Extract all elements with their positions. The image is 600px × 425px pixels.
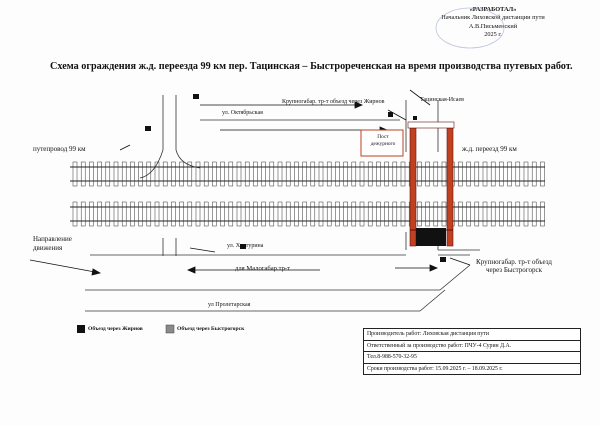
sleeper bbox=[311, 202, 315, 226]
sleeper bbox=[426, 162, 430, 186]
sleeper bbox=[458, 202, 462, 226]
sleeper bbox=[467, 162, 471, 186]
sleeper bbox=[73, 162, 77, 186]
sleeper bbox=[368, 202, 372, 226]
sleeper bbox=[89, 202, 93, 226]
sleeper bbox=[253, 162, 257, 186]
sleeper bbox=[196, 162, 200, 186]
label-overpass: путепровод 99 км bbox=[33, 145, 86, 153]
sleeper bbox=[352, 202, 356, 226]
sleeper bbox=[376, 202, 380, 226]
sleeper bbox=[262, 162, 266, 186]
info-responsible: Ответственный за производство работ: ПЧУ-4 Сурин Д.А. bbox=[364, 341, 580, 353]
sleeper bbox=[106, 162, 110, 186]
barrier-right bbox=[447, 128, 453, 246]
sleeper bbox=[385, 162, 389, 186]
approval-header: «РАЗРАБОТАЛ» bbox=[469, 6, 517, 13]
approval-line-3: 2025 г. bbox=[484, 31, 502, 39]
sleeper bbox=[516, 162, 520, 186]
sleeper bbox=[319, 202, 323, 226]
sleeper bbox=[196, 202, 200, 226]
sleeper bbox=[237, 202, 241, 226]
sleeper bbox=[114, 162, 118, 186]
track-lower bbox=[70, 202, 545, 226]
label-street-proletarskaya: ул Пролетарская bbox=[208, 302, 251, 308]
sleeper bbox=[508, 162, 512, 186]
sleeper bbox=[204, 202, 208, 226]
legend-box-bystrogorsk bbox=[166, 325, 174, 333]
track-upper bbox=[70, 162, 545, 186]
sleeper bbox=[344, 202, 348, 226]
sleeper bbox=[229, 202, 233, 226]
info-table bbox=[363, 328, 581, 375]
sleeper bbox=[286, 162, 290, 186]
stamp-mark bbox=[436, 8, 504, 48]
sleeper bbox=[499, 202, 503, 226]
sleeper bbox=[163, 202, 167, 226]
page-title: Схема ограждения ж.д. переезда 99 км пер. Тацинская – Быстрореченская на время производства путевых работ. bbox=[50, 61, 573, 72]
sleeper bbox=[360, 162, 364, 186]
sleeper bbox=[171, 162, 175, 186]
sleeper bbox=[262, 202, 266, 226]
sleeper bbox=[278, 202, 282, 226]
sleeper bbox=[540, 162, 544, 186]
sleeper bbox=[303, 162, 307, 186]
sleeper bbox=[434, 162, 438, 186]
sleeper bbox=[434, 202, 438, 226]
sleeper bbox=[122, 202, 126, 226]
barrier-block bbox=[416, 228, 446, 246]
sleeper bbox=[204, 162, 208, 186]
sleeper bbox=[335, 202, 339, 226]
sleeper bbox=[524, 202, 528, 226]
sleeper bbox=[270, 202, 274, 226]
sleeper bbox=[122, 162, 126, 186]
sleeper bbox=[499, 162, 503, 186]
sleeper bbox=[139, 162, 143, 186]
sleeper bbox=[294, 162, 298, 186]
sleeper bbox=[221, 202, 225, 226]
sleeper bbox=[81, 162, 85, 186]
sleeper bbox=[221, 162, 225, 186]
sleeper bbox=[130, 162, 134, 186]
sleeper bbox=[344, 162, 348, 186]
label-detour-bystrogorsk: Крупногабар. тр-т объезд через Быстрогорск bbox=[476, 258, 552, 275]
sleeper bbox=[442, 202, 446, 226]
sleeper bbox=[508, 202, 512, 226]
sleeper bbox=[393, 202, 397, 226]
sleeper bbox=[417, 202, 421, 226]
sleeper bbox=[229, 162, 233, 186]
sleeper bbox=[417, 162, 421, 186]
sleeper bbox=[278, 162, 282, 186]
sleeper bbox=[155, 202, 159, 226]
sleeper bbox=[540, 202, 544, 226]
sleeper bbox=[286, 202, 290, 226]
sleeper bbox=[467, 202, 471, 226]
approval-line-2: А.В.Письменский bbox=[468, 22, 518, 30]
sleeper bbox=[475, 202, 479, 226]
sleeper bbox=[311, 162, 315, 186]
sleeper bbox=[458, 162, 462, 186]
sleeper bbox=[188, 202, 192, 226]
sleeper bbox=[483, 162, 487, 186]
sleeper bbox=[139, 202, 143, 226]
sleeper bbox=[89, 162, 93, 186]
info-dates: Сроки производства работ: 15.09.2025 г. – 18.09.2025 г. bbox=[367, 365, 503, 372]
sleeper bbox=[376, 162, 380, 186]
sleeper bbox=[491, 202, 495, 226]
label-direction: Направление движения bbox=[33, 235, 72, 252]
info-producer: Производитель работ: Лиховская дистанция пути bbox=[364, 329, 580, 341]
sleeper bbox=[98, 202, 102, 226]
sleeper bbox=[532, 162, 536, 186]
label-tatsinskaya: Тацинская-Исаев bbox=[420, 97, 464, 103]
legend-label-zhirnov: Объезд через Жирнов bbox=[88, 326, 143, 332]
sleeper bbox=[245, 162, 249, 186]
sleeper bbox=[483, 202, 487, 226]
sleeper bbox=[319, 162, 323, 186]
sleeper bbox=[171, 202, 175, 226]
sleeper bbox=[532, 202, 536, 226]
sleeper bbox=[245, 202, 249, 226]
sleeper bbox=[81, 202, 85, 226]
sleeper bbox=[327, 162, 331, 186]
sleeper bbox=[303, 202, 307, 226]
sleeper bbox=[393, 162, 397, 186]
sleeper bbox=[147, 202, 151, 226]
sleeper bbox=[212, 202, 216, 226]
approval-line-1: Начальник Лиховской дистанции пути bbox=[441, 14, 545, 22]
sleeper bbox=[212, 162, 216, 186]
sleeper bbox=[401, 202, 405, 226]
label-post: Пост дежурного bbox=[370, 134, 396, 147]
label-detour-zhirnov: Крупногабар. тр-т объезд через Жирнов bbox=[282, 99, 385, 105]
sleeper bbox=[253, 202, 257, 226]
legend-box-zhirnov bbox=[77, 325, 85, 333]
sleeper bbox=[426, 202, 430, 226]
sleeper bbox=[475, 162, 479, 186]
sleeper bbox=[385, 202, 389, 226]
label-for-small: для Малогабар.тр-т bbox=[235, 265, 290, 272]
label-crossing: ж.д. переезд 99 км bbox=[462, 145, 517, 153]
sleeper bbox=[180, 202, 184, 226]
label-street-oktyabrskaya: ул. Октябрьская bbox=[222, 110, 263, 116]
sleeper bbox=[114, 202, 118, 226]
sleeper bbox=[130, 202, 134, 226]
sleeper bbox=[360, 202, 364, 226]
sleeper bbox=[106, 202, 110, 226]
sleeper bbox=[327, 202, 331, 226]
label-street-khaltyurina: ул. Халтурина bbox=[227, 243, 264, 249]
sleeper bbox=[401, 162, 405, 186]
sleeper bbox=[368, 162, 372, 186]
info-phone: Тел.8-988-570-32-95 bbox=[364, 352, 580, 364]
sleeper bbox=[352, 162, 356, 186]
sleeper bbox=[73, 202, 77, 226]
sleeper bbox=[491, 162, 495, 186]
sleeper bbox=[237, 162, 241, 186]
sleeper bbox=[442, 162, 446, 186]
sleeper bbox=[98, 162, 102, 186]
crossing-barriers bbox=[408, 122, 454, 246]
sleeper bbox=[180, 162, 184, 186]
barrier-left bbox=[410, 128, 416, 246]
sleeper bbox=[524, 162, 528, 186]
legend-label-bystrogorsk: Объезд через Быстрогорск bbox=[177, 326, 245, 332]
sleeper bbox=[335, 162, 339, 186]
sleeper bbox=[163, 162, 167, 186]
sleeper bbox=[516, 202, 520, 226]
sleeper bbox=[294, 202, 298, 226]
sleeper bbox=[270, 162, 274, 186]
